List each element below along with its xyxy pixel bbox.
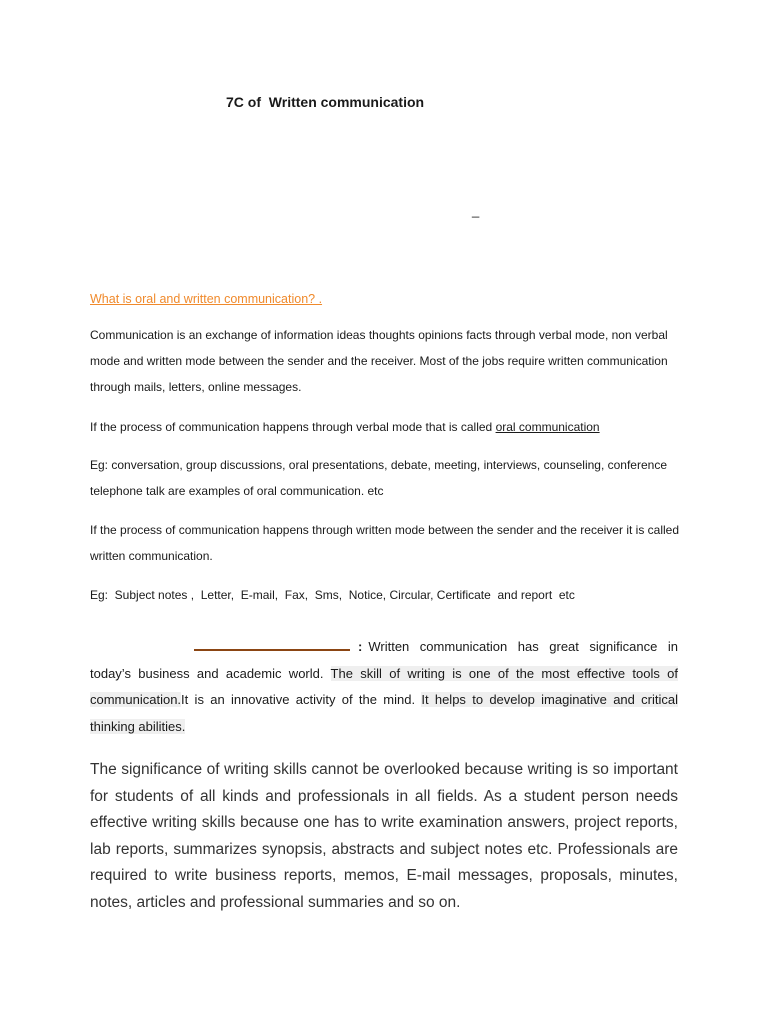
significance-highlight-2: It helps to develop imaginative and critical thinking abilities.	[90, 692, 678, 734]
significance-highlight-1: The skill of writing is one of the most effective tools of communication.	[90, 665, 678, 707]
significance-colon: :	[358, 639, 363, 654]
oral-communication-term: oral communication	[495, 420, 600, 434]
significance-text-1: Written communication has great significance in today’s business and academic world.	[90, 639, 678, 681]
writing-skills-paragraph: The significance of writing skills cannot be overlooked because writing is so important for students of all kinds and professionals in all fields. As a student person needs effective writing skills because one has to write examination answers, project reports, lab reports, summarizes synopsis, abstracts and subject notes etc. Professionals are required to write business reports, memos, E-mail messages, proposals, minutes, notes, articles and professional summaries and so on.	[90, 761, 678, 911]
blank-underline	[194, 635, 350, 651]
paragraph-oral	[90, 414, 690, 440]
paragraph-oral-examples: Eg: conversation, group discussions, oral presentations, debate, meeting, interviews, counseling, conference telephone talk are examples of oral communication. etc	[90, 458, 667, 498]
paragraph-written-examples: Eg: Subject notes , Letter, E-mail, Fax, Sms, Notice, Circular, Certificate and report etc	[90, 588, 575, 602]
paragraph-definition: Communication is an exchange of information ideas thoughts opinions facts through verbal mode, non verbal mode and written mode between the sender and the receiver. Most of the jobs require written communication through mails, letters, online messages.	[90, 328, 668, 394]
document-title: 7C of Written communication	[226, 94, 425, 110]
paragraph-written: If the process of communication happens through written mode between the sender and the receiver it is called written communication.	[90, 523, 680, 563]
section-heading: What is oral and written communication? .	[90, 292, 323, 306]
significance-paragraph	[90, 634, 678, 740]
stray-dash: _	[472, 203, 480, 218]
paragraph-oral-text: If the process of communication happens through verbal mode that is called	[90, 420, 496, 434]
significance-text-2: It is an innovative activity of the mind.	[181, 692, 422, 707]
